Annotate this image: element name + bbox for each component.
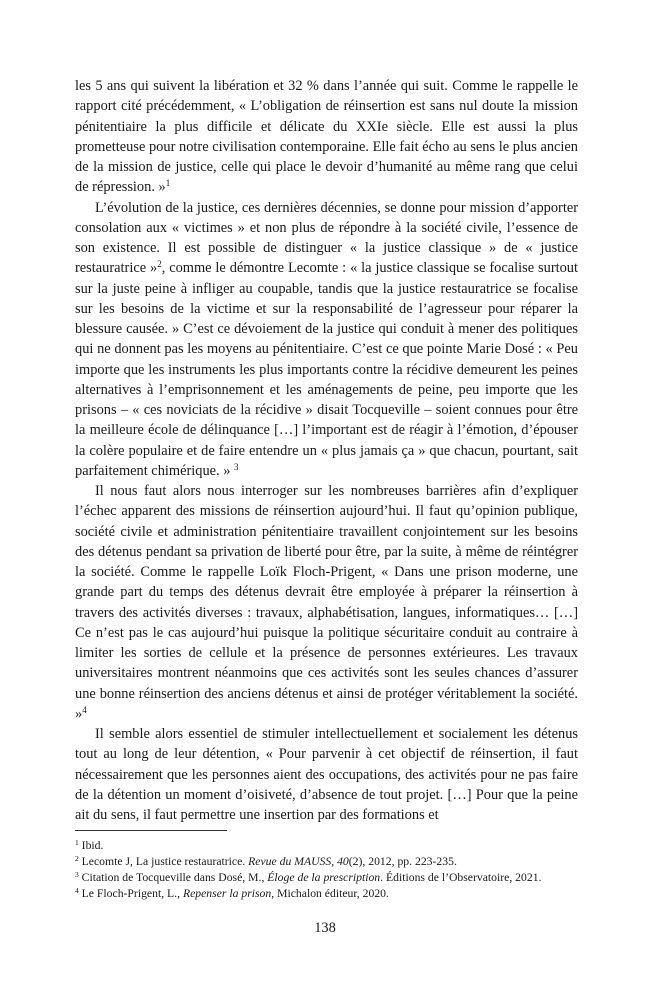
journal-title: Revue du MAUSS xyxy=(248,855,332,868)
footnote-ref-4: 4 xyxy=(82,704,87,715)
footnote-number: 1 xyxy=(75,838,79,847)
footnote-number: 2 xyxy=(75,854,79,863)
book-title: Éloge de la prescription xyxy=(267,871,381,884)
paragraph-3 xyxy=(75,481,578,724)
footnote-number: 4 xyxy=(75,886,79,895)
footnote-2 xyxy=(75,854,578,870)
footnote-1 xyxy=(75,838,578,854)
footnote-ref-3: 3 xyxy=(234,461,239,472)
paragraph-text: les 5 ans qui suivent la libération et 32 % dans l’année qui suit. Comme le rappelle le rapport cité précédemment, « L’obligation de réinsertion est sans nul doute la mission pénitentiaire la plus difficile et délicate du XXIe siècle. Elle est aussi la plus prometteuse pour notre civilisation contemporaine. Elle fait écho au sens le plus ancien de la mission de justice, celle qui place le devoir d’humanité au même rang que celui de répression. » xyxy=(75,78,578,196)
footnote-ref-1: 1 xyxy=(165,178,171,189)
footnote-divider xyxy=(75,830,227,831)
footnote-text: (2), 2012, pp. 223-235. xyxy=(348,855,457,868)
footnote-text: Lecomte J, La justice restauratrice. xyxy=(81,855,249,868)
paragraph-4 xyxy=(75,724,578,825)
footnote-text: Le Floch-Prigent, L., xyxy=(81,887,183,900)
paragraph-text: Il nous faut alors nous interroger sur les nombreuses barrières afin d’expliquer l’échec apparent des missions de réinsertion aujourd’hui. Il faut qu’opinion publique, société civile et administration pénitentiaire travaillent conjointement sur les besoins des détenus pendant sa privation de liberté pour être, par la suite, à même de réintégrer la société. Comme le rappelle Loïk Floch-Prigent, « Dans une prison moderne, une grande part du temps des détenus devrait être employée à préparer la réinsertion à travers des activités diverses : travaux, alphabétisation, langues, informatiques… […] Ce n’est pas le cas aujourd’hui puisque la politique sécuritaire conduit au contraire à limiter les sorties de cellule et la présence de personnes extérieures. Les travaux universitaires montrent néanmoins que ces activités sont les seules chances d’assurer une bonne réinsertion des anciens détenus et ainsi de protéger véritablement la société. » xyxy=(75,483,578,722)
footnote-number: 3 xyxy=(75,870,79,879)
body-text xyxy=(75,76,578,825)
footnote-ref-2: 2 xyxy=(157,259,162,270)
footnote-text: Citation de Tocqueville dans Dosé, M., xyxy=(81,871,268,884)
paragraph-1 xyxy=(75,76,578,198)
footnote-3 xyxy=(75,870,578,886)
footnote-text: , xyxy=(331,855,338,868)
footnote-text: , Michalon éditeur, 2020. xyxy=(271,887,389,900)
journal-volume: 40 xyxy=(337,855,349,868)
paragraph-2 xyxy=(75,198,578,482)
paragraph-text: , comme le démontre Lecomte : « la justice classique se focalise surtout sur la juste peine à infliger au coupable, tandis que la justice restauratrice se focalise sur les besoins de la victime et sur la responsabilité de l’agresseur pour réparer la blessure causée. » C’est ce dévoiement de la justice qui conduit à mener des politiques qui ne donnent pas les moyens au pénitentiaire. C’est ce que pointe Marie Dosé : « Peu importe que les instruments les plus importants contre la récidive demeurent les peines alternatives à l’emprisonnement et les aménagements de peine, peu importe que les prisons – « ces noviciats de la récidive » disait Tocqueville – soient connues pour être la meilleure école de délinquance […] l’important est de réagir à l’émotion, d’épouser la colère populaire et de faire entendre un « plus jamais ça » que chacun, pourtant, sait parfaitement chimérique. » xyxy=(75,260,579,479)
footnote-text: Ibid. xyxy=(81,839,104,852)
page-number: 138 xyxy=(314,920,336,936)
footnote-4 xyxy=(75,886,578,902)
book-title: Repenser la prison xyxy=(182,887,272,900)
paragraph-text: Il semble alors essentiel de stimuler intellectuellement et socialement les détenus tout au long de leur détention, « Pour parvenir à cet objectif de réinsertion, il faut nécessairement que les personnes aient des occupations, des activités pour ne pas faire de la détention un moment d’oisiveté, d’absence de tout projet. […] Pour que la peine ait du sens, il faut permettre une insertion par des formations et xyxy=(75,726,578,823)
paragraph-text: L’évolution de la justice, ces dernières décennies, se donne pour mission d’apporter consolation aux « victimes » et non plus de répondre à la société civile, l’essence de son existence. Il est possible de distinguer « la justice classique » de « justice restauratrice » xyxy=(75,199,578,277)
footnote-text: . Éditions de l’Observatoire, 2021. xyxy=(380,871,542,884)
footnotes xyxy=(75,838,578,902)
